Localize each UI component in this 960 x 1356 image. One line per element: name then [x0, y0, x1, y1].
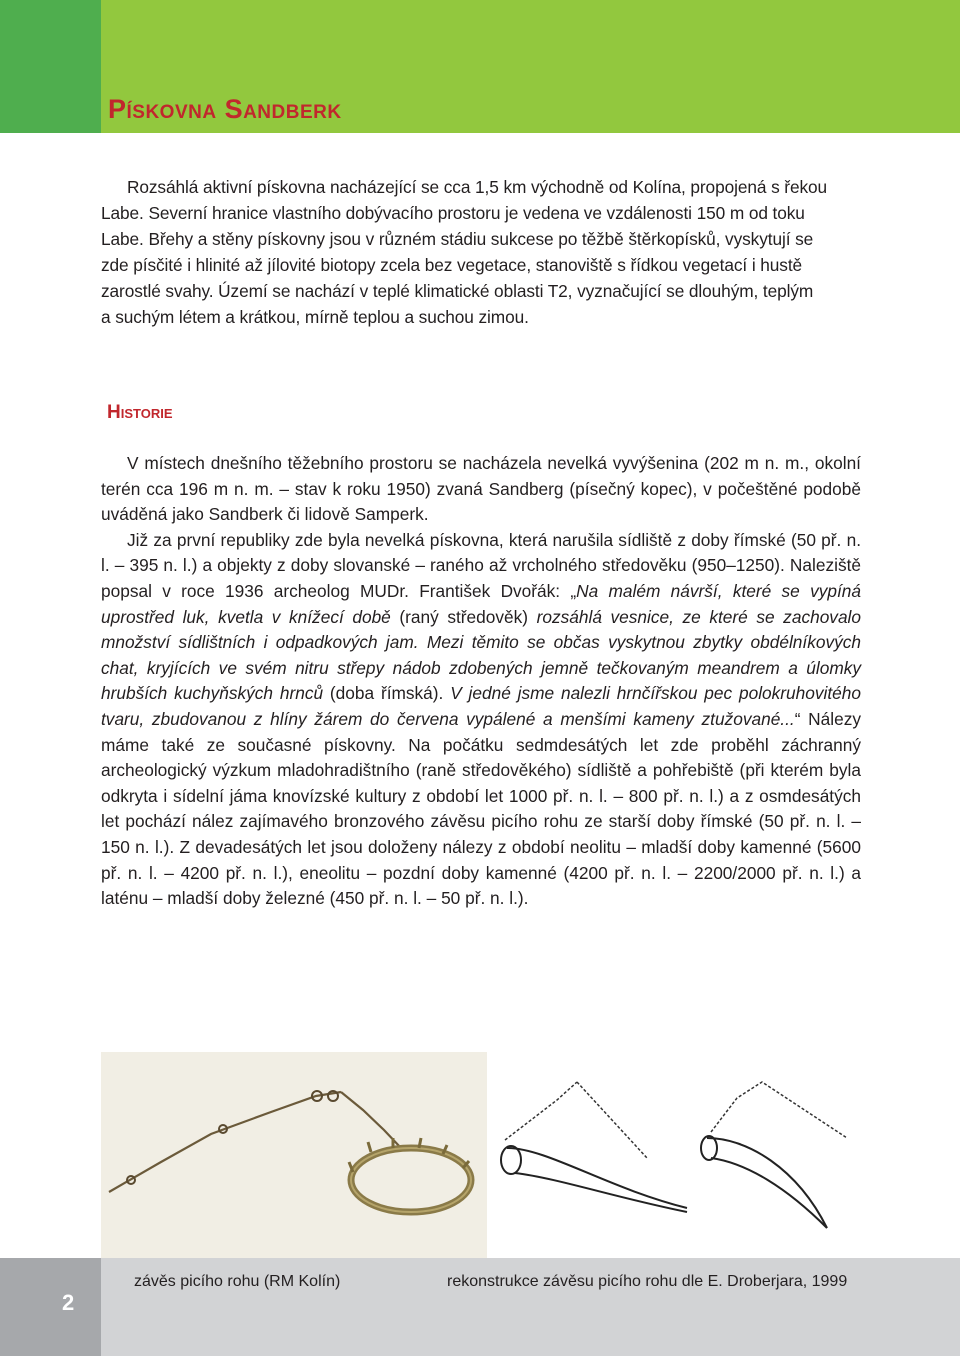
pendant-reconstruction-drawing — [487, 1078, 862, 1258]
title-band-accent — [0, 0, 101, 133]
history-text — [101, 451, 861, 912]
drinking-horn-drawing — [487, 1078, 862, 1258]
quote-run: V jedné jsme nalezli hrnčířskou pec polokruhovitého tvaru, zbudovanou z hlíny žárem do červena vypálené a menšími kameny ztužované... — [101, 683, 861, 729]
intro-line: Labe. Severní hranice vlastního dobývacího prostoru je vedena ve vzdálenosti 150 m od toku — [101, 203, 805, 223]
caption-left: závěs picího rohu (RM Kolín) — [134, 1273, 341, 1290]
quote-run: Na malém návrší, které se vypíná uprostřed luk, kvetla v knížecí době — [101, 580, 861, 627]
section-heading-historie: Historie — [107, 402, 173, 423]
history-text-run: (doba římská). — [323, 683, 451, 704]
page-number: 2 — [62, 1290, 75, 1315]
page-number-box — [0, 1258, 101, 1356]
history-paragraph-1: V místech dnešního těžebního prostoru se nacházela nevelká vyvýšenina (202 m n. m., okolní terén cca 196 m n. m. – stav k roku 1950) zvaná Sandberg (písečný kopec), v počeštěné podobě uváděná jako Sandberk či lidově Samperk. — [101, 453, 861, 525]
pendant-photo — [101, 1052, 487, 1260]
intro-paragraph — [101, 174, 861, 330]
history-paragraph-2 — [101, 528, 861, 912]
history-text-run: Již za první republiky zde byla nevelká pískovna, která narušila sídliště z doby římské (50 př. n. l. – 395 n. l.) a objekty z doby slovanské – raného až vrcholného středověku (950–1250). Naleziště popsal v roce 1936 archeolog MUDr. František Dvořák: „ — [101, 529, 861, 601]
page-title: Pískovna Sandberk — [108, 94, 342, 124]
intro-line: Labe. Břehy a stěny pískovny jsou v různém stádiu sukcese po těžbě štěrkopísků, vyskytují se — [101, 229, 814, 249]
history-text-run: “ Nálezy máme také ze současné pískovny. Na počátku sedmdesátých let zde proběhl záchranný archeologický výzkum mladohradištního (raně středověkého) sídliště a pohřebiště (při kterém byla odkryta i sídelní jáma knovízské kultury z období let 1000 př. n. l. – 800 př. n. l.) a z osmdesátých let pochází nález zajímavého bronzového závěsu picího rohu ze starší doby římské (50 př. n. l. – 150 n. l.). Z devadesátých let jsou doloženy nálezy z období neolitu – mladší doby kamenné (5600 př. n. l. – 4200 př. n. l.), eneolitu – pozdní doby kamenné (4200 př. n. l. – 2200/2000 př. n. l.) a laténu – mladší doby železné (450 př. n. l. – 50 př. n. l.). — [101, 708, 861, 909]
intro-line: zarostlé svahy. Území se nachází v teplé klimatické oblasti T2, vyznačující se dlouhým, teplým — [101, 281, 814, 301]
quote-run: rozsáhlá vesnice, ze které se zachovalo množství sídlištních i odpadkových jam. Mezi těmito se občas vyskytnou zbytky obdélníkových chat, kryjících ve svém nitru střepy nádob zdobených jemně tečkovaným meandrem a úlomky hrubších kuchyňských hrnců — [101, 606, 862, 704]
intro-line: Rozsáhlá aktivní pískovna nacházející se cca 1,5 km východně od Kolína, propojená s řekou — [127, 177, 828, 197]
pendant-photo-illustration — [101, 1052, 487, 1260]
caption-right: rekonstrukce závěsu picího rohu dle E. Droberjara, 1999 — [447, 1273, 848, 1290]
intro-line: zde písčité i hlinité až jílovité biotopy zcela bez vegetace, stanoviště s řídkou vegetací i hustě — [101, 255, 803, 275]
history-text-run: (raný středověk) — [390, 606, 537, 627]
intro-line: a suchým létem a krátkou, mírně teplou a suchou zimou. — [101, 307, 529, 327]
